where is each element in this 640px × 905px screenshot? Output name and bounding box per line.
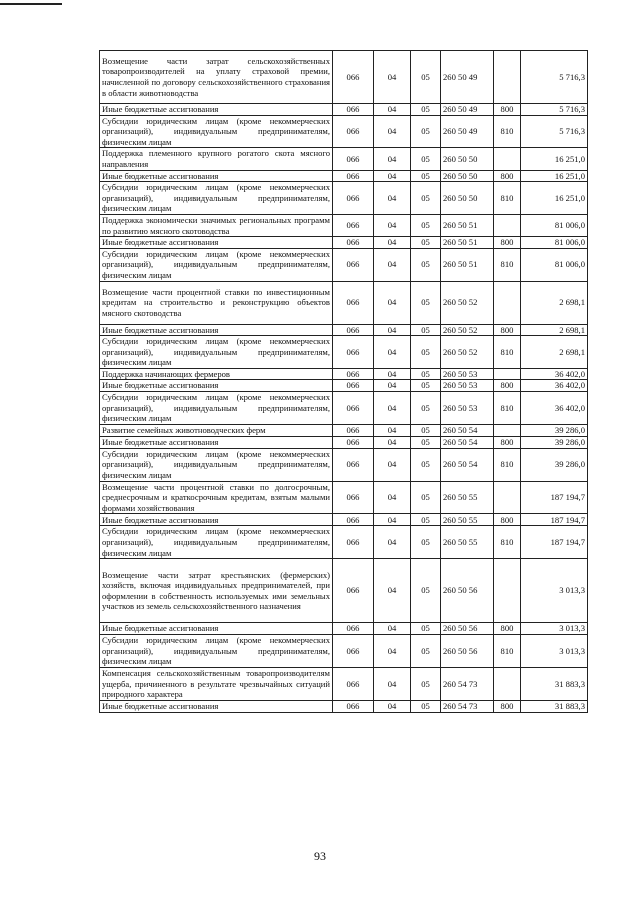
row-name: Субсидии юридическим лицам (кроме некоммерческих организаций), индивидуальным предпринимателям, физическим лицам (100, 336, 333, 369)
row-name: Субсидии юридическим лицам (кроме некоммерческих организаций), индивидуальным предпринимателям, физическим лицам (100, 248, 333, 281)
ministry-code: 066 (333, 182, 374, 215)
target-article-code: 260 50 52 (441, 336, 494, 369)
subsection-code: 05 (411, 51, 441, 104)
ministry-code: 066 (333, 481, 374, 514)
target-article-code: 260 50 49 (441, 115, 494, 148)
ministry-code: 066 (333, 667, 374, 700)
subsection-code: 05 (411, 336, 441, 369)
subsection-code: 05 (411, 368, 441, 380)
target-article-code: 260 50 56 (441, 559, 494, 623)
expense-type-code: 800 (494, 237, 521, 249)
amount: 36 402,0 (521, 368, 588, 380)
section-code: 04 (374, 324, 411, 336)
ministry-code: 066 (333, 324, 374, 336)
row-name: Иные бюджетные ассигнования (100, 700, 333, 712)
expense-type-code: 800 (494, 170, 521, 182)
row-name: Возмещение части процентной ставки по долгосрочным, среднесрочным и краткосрочным кредитам, взятым малыми формами хозяйствования (100, 481, 333, 514)
subsection-code: 05 (411, 248, 441, 281)
amount: 36 402,0 (521, 392, 588, 425)
ministry-code: 066 (333, 526, 374, 559)
section-code: 04 (374, 237, 411, 249)
row-name: Иные бюджетные ассигнования (100, 380, 333, 392)
expense-type-code: 800 (494, 623, 521, 635)
row-name: Возмещение части затрат сельскохозяйственных товаропроизводителей на уплату страховой премии, начисленной по договору сельскохозяйственного страхования в области животноводства (100, 51, 333, 104)
row-name: Иные бюджетные ассигнования (100, 436, 333, 448)
ministry-code: 066 (333, 281, 374, 324)
expense-type-code: 800 (494, 514, 521, 526)
table-row (100, 559, 588, 623)
section-code: 04 (374, 368, 411, 380)
subsection-code: 05 (411, 424, 441, 436)
subsection-code: 05 (411, 237, 441, 249)
ministry-code: 066 (333, 148, 374, 170)
row-name: Развитие семейных животноводческих ферм (100, 424, 333, 436)
ministry-code: 066 (333, 392, 374, 425)
expense-type-code (494, 667, 521, 700)
target-article-code: 260 50 49 (441, 51, 494, 104)
subsection-code: 05 (411, 324, 441, 336)
row-name: Поддержка экономически значимых региональных программ по развитию мясного скотоводства (100, 214, 333, 236)
amount: 39 286,0 (521, 448, 588, 481)
row-name: Субсидии юридическим лицам (кроме некоммерческих организаций), индивидуальным предпринимателям, физическим лицам (100, 635, 333, 668)
row-name: Компенсация сельскохозяйственным товаропроизводителям ущерба, причиненного в результате чрезвычайных ситуаций природного характера (100, 667, 333, 700)
table-row (100, 237, 588, 249)
subsection-code: 05 (411, 148, 441, 170)
amount: 36 402,0 (521, 380, 588, 392)
amount: 5 716,3 (521, 51, 588, 104)
ministry-code: 066 (333, 448, 374, 481)
subsection-code: 05 (411, 115, 441, 148)
section-code: 04 (374, 248, 411, 281)
target-article-code: 260 54 73 (441, 667, 494, 700)
target-article-code: 260 50 55 (441, 514, 494, 526)
table-row (100, 324, 588, 336)
table-row (100, 514, 588, 526)
table-row (100, 380, 588, 392)
target-article-code: 260 50 54 (441, 436, 494, 448)
expense-type-code (494, 148, 521, 170)
amount: 3 013,3 (521, 559, 588, 623)
target-article-code: 260 50 54 (441, 424, 494, 436)
row-name: Иные бюджетные ассигнования (100, 514, 333, 526)
expense-type-code: 810 (494, 182, 521, 215)
row-name: Иные бюджетные ассигнования (100, 237, 333, 249)
ministry-code: 066 (333, 368, 374, 380)
table-row (100, 104, 588, 116)
row-name: Субсидии юридическим лицам (кроме некоммерческих организаций), индивидуальным предпринимателям, физическим лицам (100, 182, 333, 215)
amount: 31 883,3 (521, 667, 588, 700)
amount: 187 194,7 (521, 514, 588, 526)
row-name: Субсидии юридическим лицам (кроме некоммерческих организаций), индивидуальным предпринимателям, физическим лицам (100, 115, 333, 148)
row-name: Иные бюджетные ассигнования (100, 170, 333, 182)
amount: 3 013,3 (521, 623, 588, 635)
target-article-code: 260 50 50 (441, 148, 494, 170)
section-code: 04 (374, 514, 411, 526)
amount: 2 698,1 (521, 281, 588, 324)
ministry-code: 066 (333, 559, 374, 623)
target-article-code: 260 50 56 (441, 623, 494, 635)
table-row (100, 182, 588, 215)
expense-type-code: 810 (494, 448, 521, 481)
table-row (100, 623, 588, 635)
ministry-code: 066 (333, 436, 374, 448)
section-code: 04 (374, 281, 411, 324)
target-article-code: 260 50 56 (441, 635, 494, 668)
ministry-code: 066 (333, 336, 374, 369)
section-code: 04 (374, 51, 411, 104)
row-name: Возмещение части затрат крестьянских (фермерских) хозяйств, включая индивидуальных предпринимателей, при оформлении в собственность используемых ими земельных участков из земель сельскохозяйственного назначения (100, 559, 333, 623)
section-code: 04 (374, 170, 411, 182)
expense-type-code (494, 481, 521, 514)
target-article-code: 260 50 51 (441, 214, 494, 236)
target-article-code: 260 50 53 (441, 380, 494, 392)
expense-type-code (494, 559, 521, 623)
amount: 187 194,7 (521, 526, 588, 559)
target-article-code: 260 50 55 (441, 526, 494, 559)
section-code: 04 (374, 623, 411, 635)
expense-type-code (494, 214, 521, 236)
amount: 5 716,3 (521, 115, 588, 148)
table-body (100, 51, 588, 713)
page-number: 93 (314, 849, 326, 863)
subsection-code: 05 (411, 700, 441, 712)
table-row (100, 481, 588, 514)
subsection-code: 05 (411, 436, 441, 448)
ministry-code: 066 (333, 51, 374, 104)
table-row (100, 336, 588, 369)
table-row (100, 148, 588, 170)
section-code: 04 (374, 148, 411, 170)
table-row (100, 281, 588, 324)
target-article-code: 260 50 50 (441, 170, 494, 182)
ministry-code: 066 (333, 514, 374, 526)
table-row (100, 392, 588, 425)
subsection-code: 05 (411, 559, 441, 623)
ministry-code: 066 (333, 170, 374, 182)
ministry-code: 066 (333, 424, 374, 436)
expense-type-code: 800 (494, 436, 521, 448)
subsection-code: 05 (411, 182, 441, 215)
amount: 16 251,0 (521, 170, 588, 182)
subsection-code: 05 (411, 104, 441, 116)
target-article-code: 260 50 53 (441, 392, 494, 425)
expense-type-code (494, 424, 521, 436)
row-name: Иные бюджетные ассигнования (100, 104, 333, 116)
target-article-code: 260 50 51 (441, 237, 494, 249)
target-article-code: 260 50 51 (441, 248, 494, 281)
row-name: Субсидии юридическим лицам (кроме некоммерческих организаций), индивидуальным предпринимателям, физическим лицам (100, 526, 333, 559)
expense-type-code (494, 368, 521, 380)
row-name: Субсидии юридическим лицам (кроме некоммерческих организаций), индивидуальным предпринимателям, физическим лицам (100, 448, 333, 481)
table-row (100, 248, 588, 281)
section-code: 04 (374, 115, 411, 148)
expense-type-code (494, 281, 521, 324)
subsection-code: 05 (411, 514, 441, 526)
section-code: 04 (374, 380, 411, 392)
table-row (100, 51, 588, 104)
amount: 16 251,0 (521, 182, 588, 215)
expense-type-code: 810 (494, 248, 521, 281)
amount: 5 716,3 (521, 104, 588, 116)
section-code: 04 (374, 635, 411, 668)
table-row (100, 448, 588, 481)
ministry-code: 066 (333, 104, 374, 116)
subsection-code: 05 (411, 380, 441, 392)
target-article-code: 260 50 55 (441, 481, 494, 514)
amount: 2 698,1 (521, 324, 588, 336)
subsection-code: 05 (411, 667, 441, 700)
subsection-code: 05 (411, 392, 441, 425)
expense-type-code: 810 (494, 526, 521, 559)
section-code: 04 (374, 436, 411, 448)
ministry-code: 066 (333, 237, 374, 249)
expense-type-code (494, 51, 521, 104)
ministry-code: 066 (333, 115, 374, 148)
target-article-code: 260 50 52 (441, 281, 494, 324)
row-name: Иные бюджетные ассигнования (100, 324, 333, 336)
expense-type-code: 810 (494, 115, 521, 148)
subsection-code: 05 (411, 635, 441, 668)
amount: 81 006,0 (521, 248, 588, 281)
subsection-code: 05 (411, 281, 441, 324)
section-code: 04 (374, 214, 411, 236)
amount: 81 006,0 (521, 237, 588, 249)
header-rule (0, 3, 62, 5)
target-article-code: 260 50 52 (441, 324, 494, 336)
amount: 187 194,7 (521, 481, 588, 514)
target-article-code: 260 50 49 (441, 104, 494, 116)
subsection-code: 05 (411, 481, 441, 514)
amount: 2 698,1 (521, 336, 588, 369)
section-code: 04 (374, 104, 411, 116)
table-row (100, 170, 588, 182)
expense-type-code: 800 (494, 104, 521, 116)
row-name: Субсидии юридическим лицам (кроме некоммерческих организаций), индивидуальным предпринимателям, физическим лицам (100, 392, 333, 425)
table-row (100, 115, 588, 148)
ministry-code: 066 (333, 623, 374, 635)
amount: 3 013,3 (521, 635, 588, 668)
amount: 39 286,0 (521, 424, 588, 436)
section-code: 04 (374, 448, 411, 481)
ministry-code: 066 (333, 380, 374, 392)
subsection-code: 05 (411, 526, 441, 559)
row-name: Возмещение части процентной ставки по инвестиционным кредитам на строительство и реконструкцию объектов мясного скотоводства (100, 281, 333, 324)
target-article-code: 260 50 50 (441, 182, 494, 215)
amount: 39 286,0 (521, 436, 588, 448)
row-name: Поддержка начинающих фермеров (100, 368, 333, 380)
expense-type-code: 800 (494, 380, 521, 392)
section-code: 04 (374, 481, 411, 514)
section-code: 04 (374, 424, 411, 436)
expense-type-code: 800 (494, 324, 521, 336)
table-row (100, 526, 588, 559)
table-row (100, 436, 588, 448)
amount: 16 251,0 (521, 148, 588, 170)
section-code: 04 (374, 336, 411, 369)
target-article-code: 260 50 53 (441, 368, 494, 380)
subsection-code: 05 (411, 623, 441, 635)
expense-type-code: 810 (494, 336, 521, 369)
amount: 81 006,0 (521, 214, 588, 236)
table-row (100, 700, 588, 712)
row-name: Иные бюджетные ассигнования (100, 623, 333, 635)
section-code: 04 (374, 559, 411, 623)
budget-table (99, 50, 588, 713)
amount: 31 883,3 (521, 700, 588, 712)
expense-type-code: 810 (494, 635, 521, 668)
ministry-code: 066 (333, 248, 374, 281)
section-code: 04 (374, 667, 411, 700)
expense-type-code: 810 (494, 392, 521, 425)
table-row (100, 635, 588, 668)
section-code: 04 (374, 700, 411, 712)
ministry-code: 066 (333, 635, 374, 668)
subsection-code: 05 (411, 214, 441, 236)
table-row (100, 667, 588, 700)
section-code: 04 (374, 526, 411, 559)
subsection-code: 05 (411, 448, 441, 481)
target-article-code: 260 54 73 (441, 700, 494, 712)
ministry-code: 066 (333, 214, 374, 236)
table-row (100, 424, 588, 436)
expense-type-code: 800 (494, 700, 521, 712)
section-code: 04 (374, 392, 411, 425)
section-code: 04 (374, 182, 411, 215)
subsection-code: 05 (411, 170, 441, 182)
target-article-code: 260 50 54 (441, 448, 494, 481)
table-row (100, 368, 588, 380)
ministry-code: 066 (333, 700, 374, 712)
table-row (100, 214, 588, 236)
row-name: Поддержка племенного крупного рогатого скота мясного направления (100, 148, 333, 170)
